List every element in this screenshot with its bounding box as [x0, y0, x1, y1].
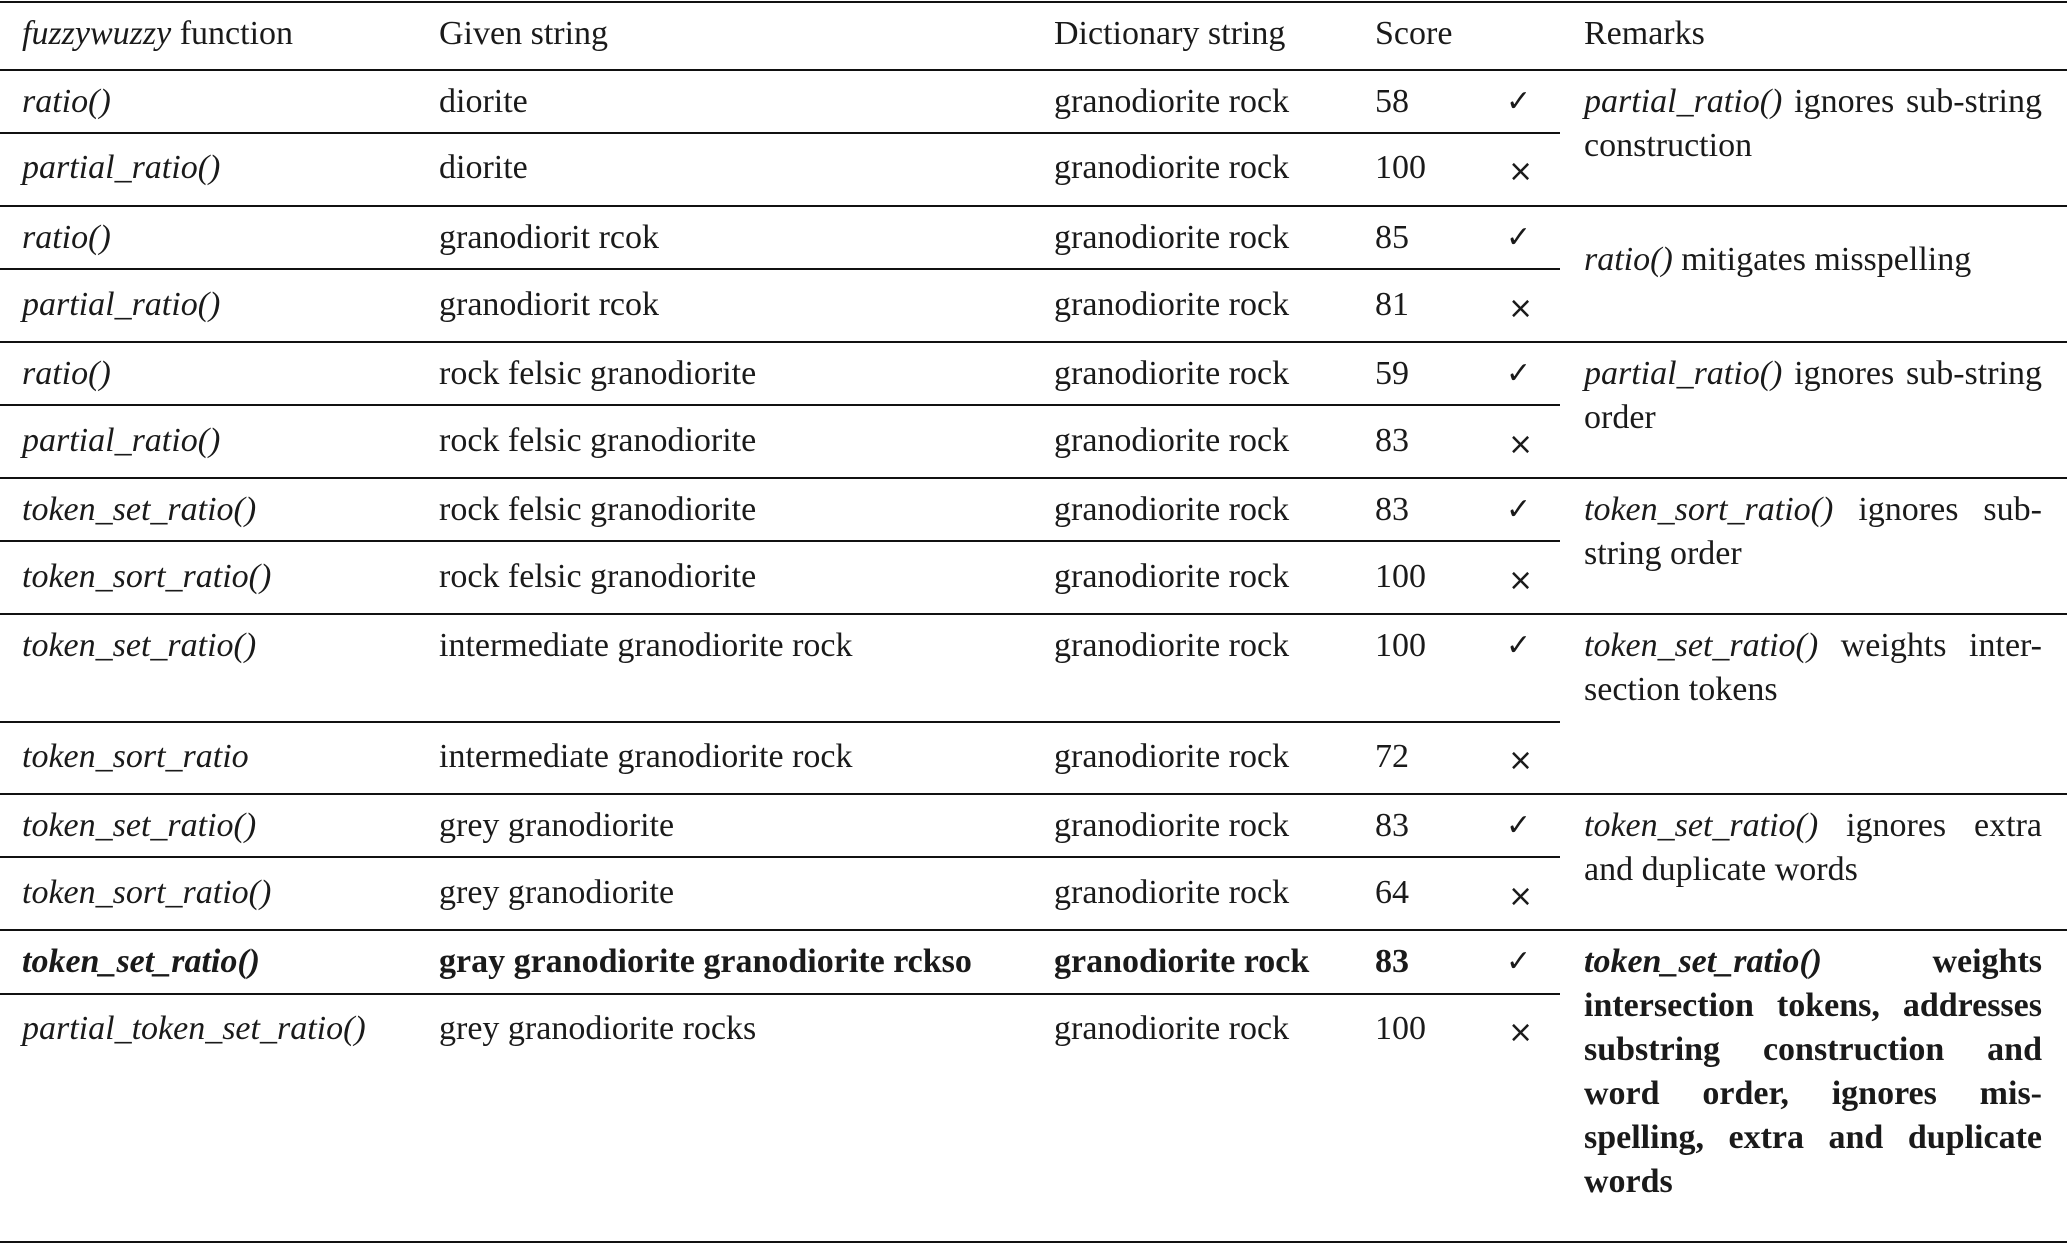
group-rule — [0, 341, 2067, 343]
row-rule — [0, 993, 1560, 995]
row-dictionary-string: granodiorite rock — [1054, 219, 1290, 256]
row-score: 100 — [1375, 149, 1426, 186]
check-icon: ✓ — [1506, 356, 1532, 391]
check-icon: ✓ — [1506, 220, 1532, 255]
header-dictionary-string: Dictionary string — [1054, 15, 1286, 52]
remark-cell: token_set_ratio() weights intersection tokens, addresses substring construction and word order, ignores mis-spelling, extra and duplicate words — [1584, 943, 2042, 1200]
row-given-string: intermediate granodiorite rock — [439, 627, 853, 664]
group-rule — [0, 205, 2067, 207]
row-function: token_set_ratio() — [22, 943, 260, 980]
row-given-string: diorite — [439, 149, 528, 186]
remark-cell: token_set_ratio() weights inter-section tokens — [1584, 627, 2042, 708]
header-remarks: Remarks — [1584, 15, 1705, 52]
check-icon: ✓ — [1506, 808, 1532, 843]
row-function: token_set_ratio() — [22, 627, 257, 664]
row-function: partial_ratio() — [22, 286, 221, 323]
check-icon: ✓ — [1506, 628, 1532, 663]
row-dictionary-string: granodiorite rock — [1054, 491, 1290, 528]
row-dictionary-string: granodiorite rock — [1054, 627, 1290, 664]
check-icon: ✓ — [1506, 944, 1532, 979]
group-rule — [0, 929, 2067, 931]
cross-icon: × — [1508, 743, 1534, 778]
row-given-string: intermediate granodiorite rock — [439, 738, 853, 775]
row-dictionary-string: granodiorite rock — [1054, 149, 1290, 186]
row-function: token_sort_ratio — [22, 738, 249, 775]
group-rule — [0, 477, 2067, 479]
row-rule — [0, 404, 1560, 406]
group-rule — [0, 613, 2067, 615]
row-dictionary-string: granodiorite rock — [1054, 355, 1290, 392]
row-function: ratio() — [22, 219, 111, 256]
row-function: ratio() — [22, 355, 111, 392]
row-given-string: diorite — [439, 83, 528, 120]
check-icon: ✓ — [1506, 492, 1532, 527]
remark-cell: partial_ratio() ignores sub-string order — [1584, 355, 2042, 436]
row-dictionary-string: granodiorite rock — [1054, 807, 1290, 844]
row-dictionary-string: granodiorite rock — [1054, 83, 1290, 120]
row-given-string: grey granodiorite — [439, 807, 675, 844]
row-score: 83 — [1375, 422, 1409, 459]
cross-icon: × — [1508, 154, 1534, 189]
row-given-string: granodiorit rcok — [439, 286, 659, 323]
row-score: 64 — [1375, 874, 1409, 911]
row-score: 59 — [1375, 355, 1409, 392]
group-rule — [0, 793, 2067, 795]
row-function: partial_ratio() — [22, 149, 221, 186]
cross-icon: × — [1508, 427, 1534, 462]
header-function: fuzzywuzzy function — [22, 15, 294, 52]
row-dictionary-string: granodiorite rock — [1054, 422, 1290, 459]
remark-cell: token_set_ratio() ignores extra and duplicate words — [1584, 807, 2042, 888]
row-score: 83 — [1375, 807, 1409, 844]
row-given-string: rock felsic granodiorite — [439, 355, 757, 392]
row-rule — [0, 721, 1560, 723]
row-given-string: gray granodiorite granodiorite rckso — [439, 943, 972, 980]
cross-icon: × — [1508, 879, 1534, 914]
row-score: 83 — [1375, 491, 1409, 528]
row-score: 100 — [1375, 558, 1426, 595]
table-bottom-rule — [0, 1241, 2067, 1243]
remark-cell: ratio() mitigates misspelling — [1584, 241, 1972, 278]
row-function: token_set_ratio() — [22, 807, 257, 844]
cross-icon: × — [1508, 563, 1534, 598]
row-score: 85 — [1375, 219, 1409, 256]
row-rule — [0, 856, 1560, 858]
row-score: 100 — [1375, 1010, 1426, 1047]
row-given-string: rock felsic granodiorite — [439, 558, 757, 595]
cross-icon: × — [1508, 1015, 1534, 1050]
row-given-string: grey granodiorite rocks — [439, 1010, 757, 1047]
row-score: 58 — [1375, 83, 1409, 120]
row-given-string: granodiorit rcok — [439, 219, 659, 256]
header-rule — [0, 69, 2067, 71]
row-rule — [0, 540, 1560, 542]
row-function: ratio() — [22, 83, 111, 120]
remark-cell: partial_ratio() ignores sub-string construction — [1584, 83, 2042, 164]
row-function: token_sort_ratio() — [22, 874, 272, 911]
row-dictionary-string: granodiorite rock — [1054, 943, 1310, 980]
row-score: 72 — [1375, 738, 1409, 775]
header-given-string: Given string — [439, 15, 609, 52]
row-given-string: rock felsic granodiorite — [439, 422, 757, 459]
row-score: 100 — [1375, 627, 1426, 664]
row-dictionary-string: granodiorite rock — [1054, 874, 1290, 911]
row-dictionary-string: granodiorite rock — [1054, 1010, 1290, 1047]
cross-icon: × — [1508, 291, 1534, 326]
row-score: 81 — [1375, 286, 1409, 323]
row-given-string: rock felsic granodiorite — [439, 491, 757, 528]
row-function: partial_ratio() — [22, 422, 221, 459]
row-dictionary-string: granodiorite rock — [1054, 286, 1290, 323]
row-given-string: grey granodiorite — [439, 874, 675, 911]
row-function: partial_token_set_ratio() — [22, 1010, 366, 1047]
row-function: token_set_ratio() — [22, 491, 257, 528]
remark-cell: token_sort_ratio() ignores sub-string order — [1584, 491, 2042, 572]
table-top-rule — [0, 1, 2067, 3]
row-dictionary-string: granodiorite rock — [1054, 558, 1290, 595]
check-icon: ✓ — [1506, 84, 1532, 119]
header-score: Score — [1375, 15, 1453, 52]
row-rule — [0, 132, 1560, 134]
row-rule — [0, 268, 1560, 270]
row-score: 83 — [1375, 943, 1409, 980]
row-function: token_sort_ratio() — [22, 558, 272, 595]
row-dictionary-string: granodiorite rock — [1054, 738, 1290, 775]
